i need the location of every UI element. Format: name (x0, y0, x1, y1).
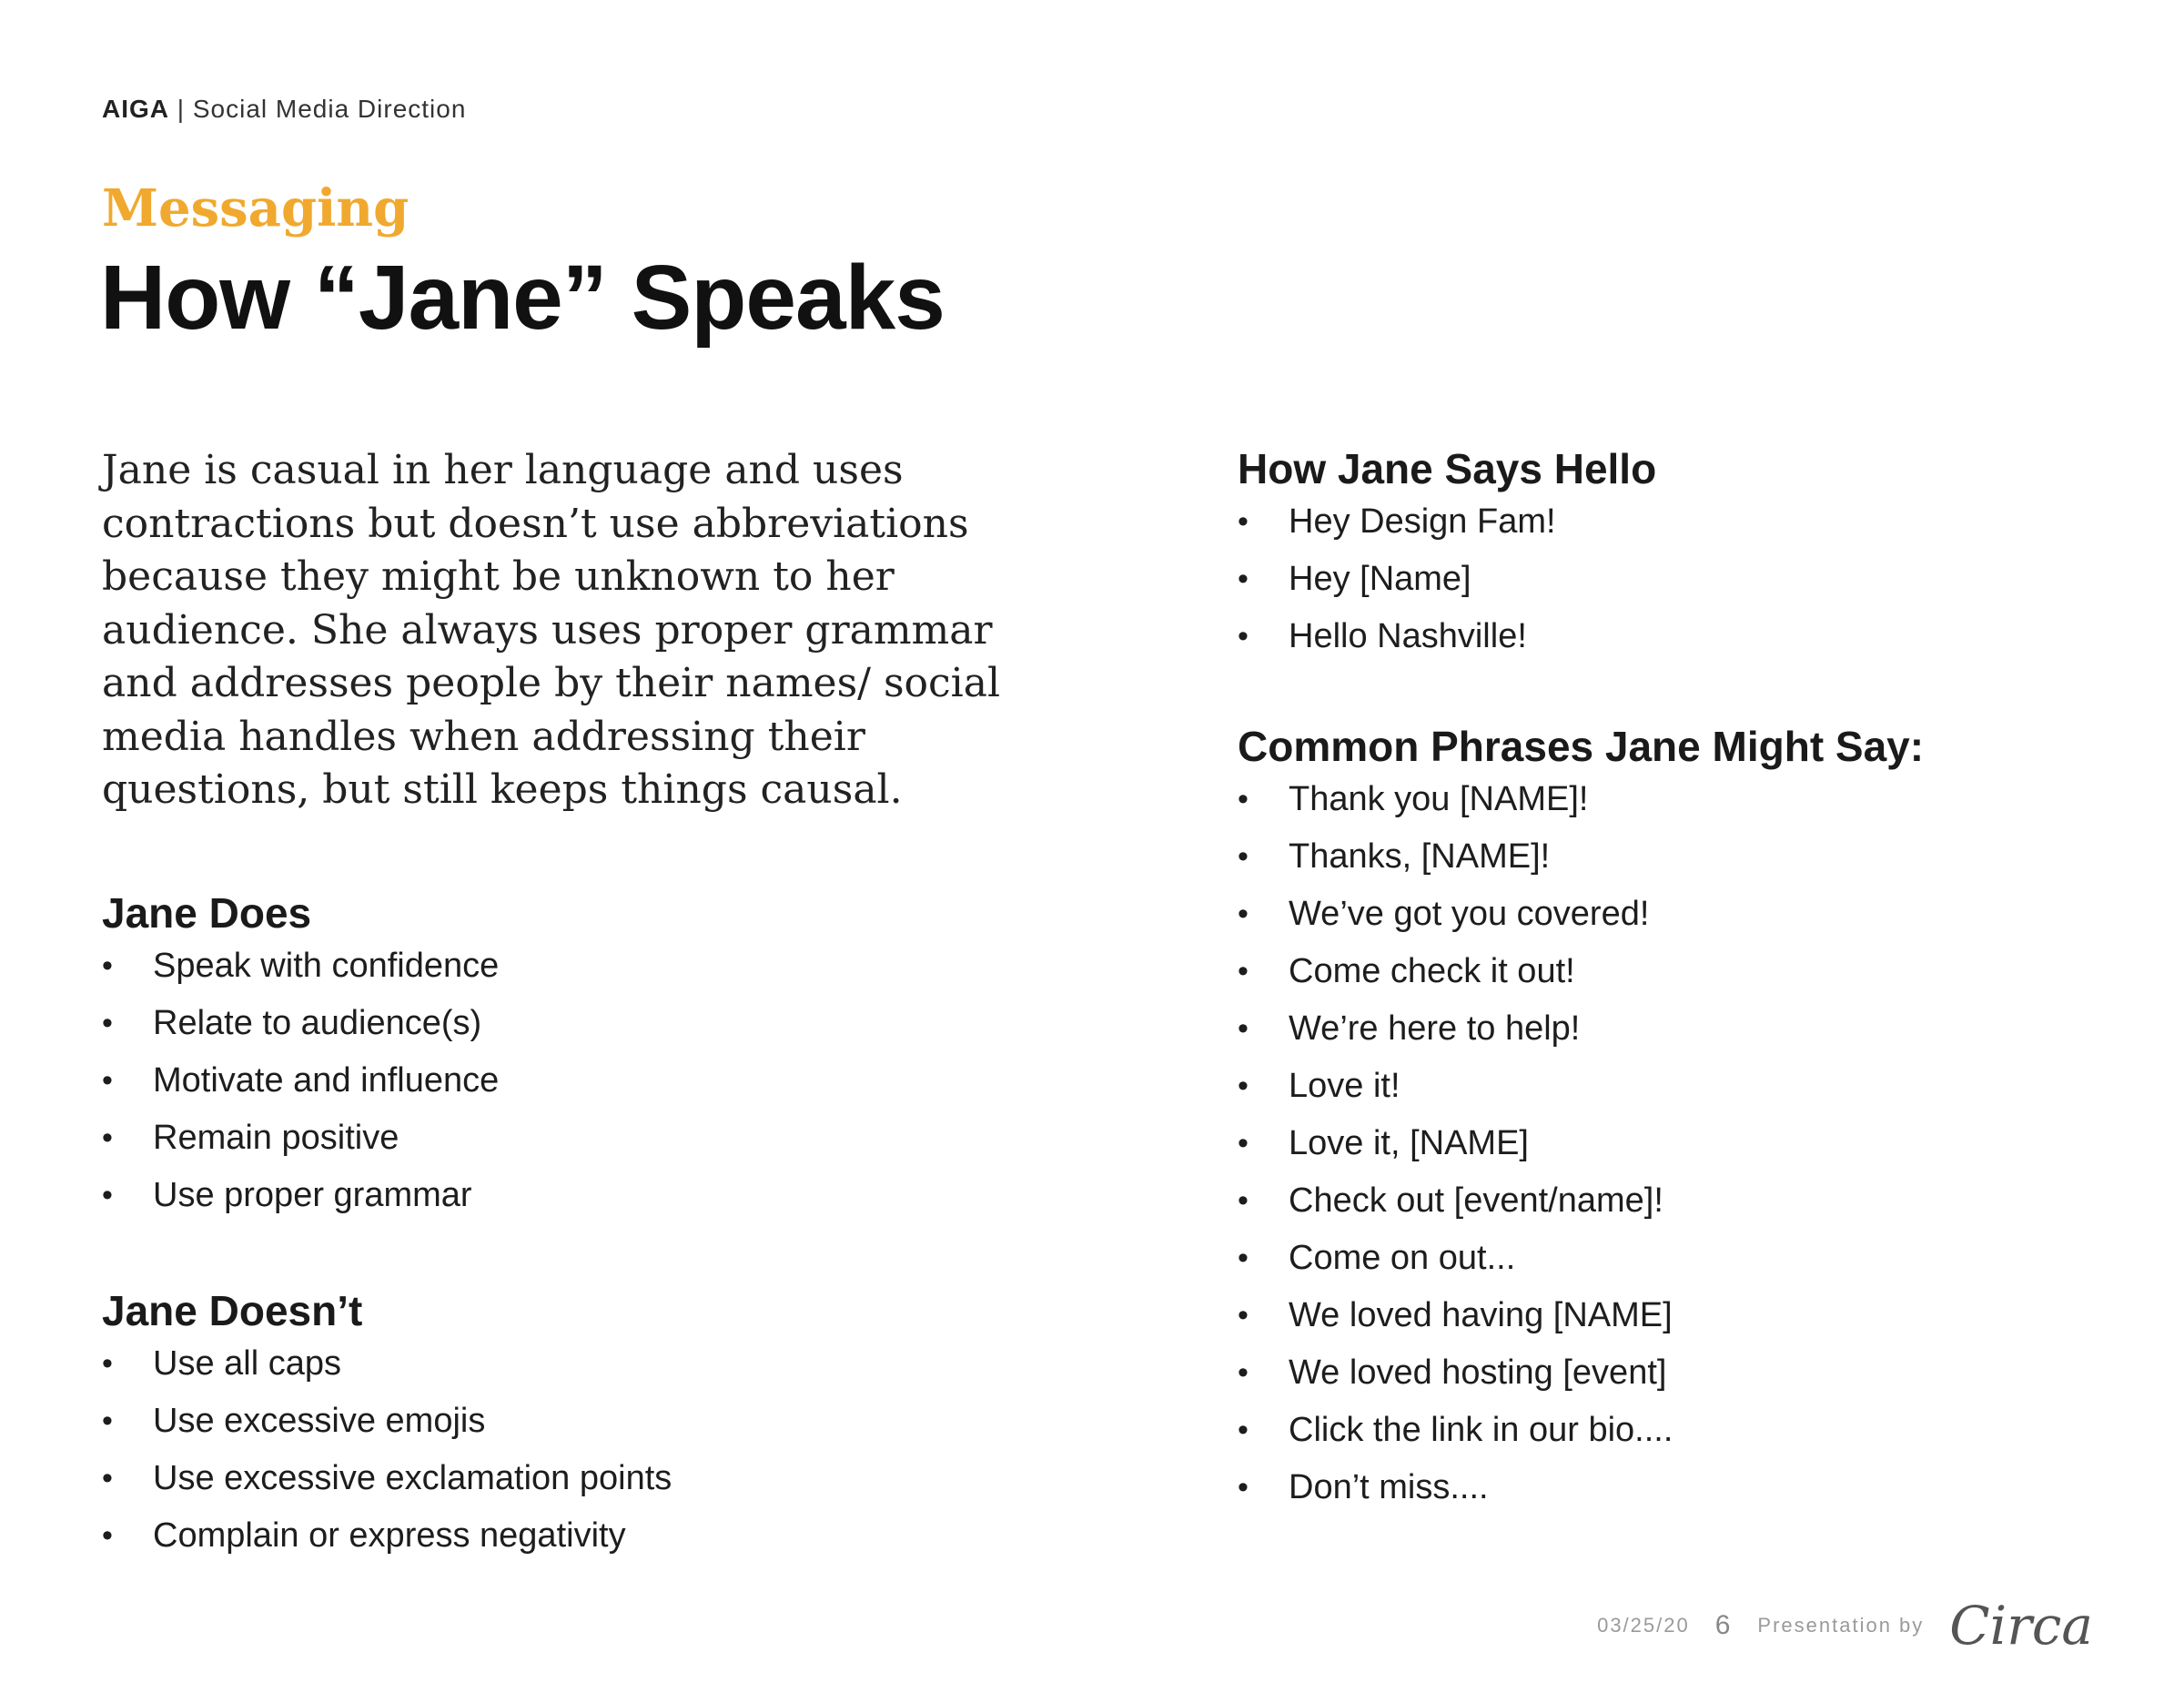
jane-does-list (102, 938, 1085, 1224)
header-subtitle: Social Media Direction (192, 95, 467, 123)
list-item: • We loved having [NAME] (1238, 1287, 2148, 1344)
section-kicker: Messaging (102, 178, 410, 238)
list-item: • Use all caps (102, 1335, 1085, 1393)
list-item: • Hey Design Fam! (1238, 493, 2148, 551)
list-item: • Love it, [NAME] (1238, 1115, 2148, 1172)
jane-does-title: Jane Does (102, 888, 312, 937)
list-item: • Use proper grammar (102, 1167, 1085, 1224)
list-item: • Come on out... (1238, 1230, 2148, 1287)
list-item: • Speak with confidence (102, 938, 1085, 995)
phrases-section (1238, 722, 2148, 1516)
page-title: How “Jane” Speaks (100, 247, 945, 349)
list-item: • Hey [Name] (1238, 551, 2148, 608)
presented-by-label: Presentation by (1757, 1614, 1925, 1637)
jane-doesnt-title: Jane Doesn’t (102, 1286, 363, 1334)
jane-doesnt-list (102, 1335, 1085, 1565)
right-column (1238, 444, 2148, 1516)
list-item: • Use excessive exclamation points (102, 1450, 1085, 1507)
list-item: • Complain or express negativity (102, 1507, 1085, 1565)
footer-date: 03/25/20 (1597, 1614, 1690, 1637)
list-item: • We loved hosting [event] (1238, 1344, 2148, 1402)
jane-does-section (102, 888, 1085, 1224)
list-item: • Come check it out! (1238, 943, 2148, 1000)
circa-logo: Circa (1949, 1595, 2093, 1657)
list-item: • Click the link in our bio.... (1238, 1402, 2148, 1459)
list-item: • Thank you [NAME]! (1238, 771, 2148, 828)
list-item: • Motivate and influence (102, 1052, 1085, 1110)
header-separator: | (177, 95, 186, 123)
list-item: • Relate to audience(s) (102, 995, 1085, 1052)
list-item: • We’re here to help! (1238, 1000, 2148, 1058)
hello-list (1238, 493, 2148, 665)
header (102, 95, 466, 124)
list-item: • Love it! (1238, 1058, 2148, 1115)
phrases-title: Common Phrases Jane Might Say: (1238, 723, 1925, 770)
phrases-list (1238, 771, 2148, 1516)
list-item: • Check out [event/name]! (1238, 1172, 2148, 1230)
list-item: • We’ve got you covered! (1238, 886, 2148, 943)
list-item: • Hello Nashville! (1238, 608, 2148, 665)
list-item: • Don’t miss.... (1238, 1459, 2148, 1516)
jane-doesnt-section (102, 1286, 1085, 1565)
list-item: • Use excessive emojis (102, 1393, 1085, 1450)
intro-paragraph: Jane is casual in her language and uses contractions but doesn’t use abbreviations because they might be unknown to her audience. She always uses proper grammar and addresses people by their names/ social media handles when addressing their questions, but still keeps things causal. (102, 447, 1001, 813)
footer (1597, 1595, 2093, 1657)
hello-title: How Jane Says Hello (1238, 445, 1657, 492)
left-column (102, 444, 1085, 1565)
list-item: • Remain positive (102, 1110, 1085, 1167)
page-number: 6 (1714, 1610, 1733, 1640)
hello-section (1238, 444, 2148, 665)
brand-name: AIGA (102, 95, 169, 123)
list-item: • Thanks, [NAME]! (1238, 828, 2148, 886)
